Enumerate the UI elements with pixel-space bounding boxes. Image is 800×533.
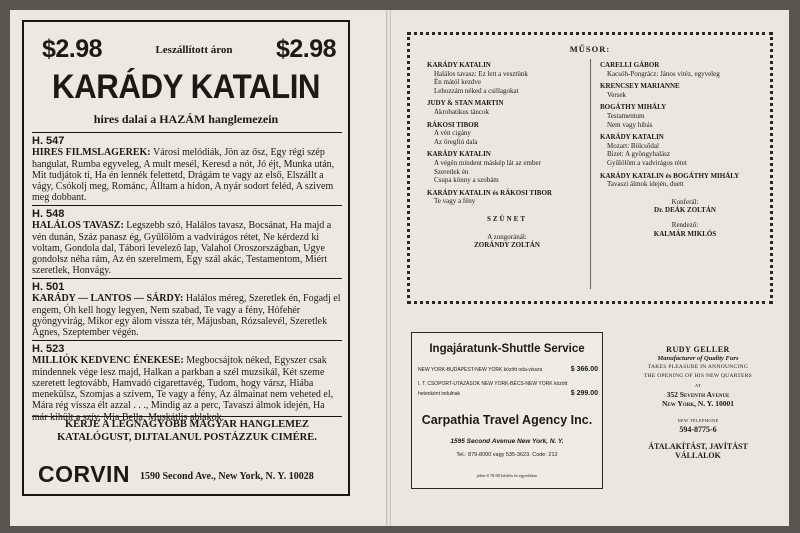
program-column-right: [600, 61, 770, 238]
price-right: $2.98: [275, 35, 336, 63]
album-code: H. 548: [32, 208, 65, 220]
column-divider: [590, 59, 591, 289]
host-name: Dr. DEÁK ZOLTÁN: [654, 206, 716, 215]
song: Szeretlek én: [434, 167, 469, 176]
travel-advertisement: [411, 332, 603, 489]
song: A vén cigány: [434, 129, 471, 138]
fare-route: I. T. CSOPORT-UTAZÁSOK NEW YORK-BÉCS-NEW YORK között: [418, 381, 568, 387]
furrier-city: New York, N. Y. 10001: [661, 399, 735, 408]
catalog-offer: KÉRJE A LEGNAGYOBB MAGYAR HANGLEMEZ KATALÓGUST, DIJTALANUL POSTÁZZUK CIMÉRE.: [57, 419, 317, 443]
at-label: AT: [694, 383, 702, 388]
album-title: HIRES FILMSLAGEREK:: [32, 147, 151, 159]
song: Bizet: A gyöngyhalász: [607, 150, 670, 159]
travel-title: Ingajáratunk-Shuttle Service: [429, 343, 585, 355]
song: Csupa könny a szobám: [434, 176, 499, 185]
furrier-tagline: Manufacturer of Quality Furs: [657, 355, 739, 362]
performer: KARÁDY KATALIN: [600, 133, 664, 142]
telephone-number: 594-8775-6: [679, 425, 717, 434]
song: Halálos tavasz: Ez lett a vesztünk: [434, 69, 528, 78]
song: Te vagy a fény: [434, 197, 476, 206]
record-advertisement: [22, 20, 350, 496]
host-label: Konferál:: [671, 197, 699, 206]
song: Akrobatikus táncok: [434, 107, 490, 116]
divider: [32, 416, 342, 417]
divider: [32, 340, 342, 341]
fare-price: $ 299.00: [570, 390, 598, 397]
performer: KARÁDY KATALIN: [427, 61, 491, 69]
song: Nem vagy hibás: [607, 120, 653, 129]
performer: BOGÁTHY MIHÁLY: [600, 103, 667, 112]
furrier-name: RUDY GELLER: [666, 345, 730, 354]
fare-route: NEW YORK-BUDAPEST-NEW YORK között oda-vissza: [418, 367, 543, 373]
album-code: H. 501: [32, 281, 65, 293]
divider: [32, 205, 342, 206]
ad-subhead: hires dalai a HAZÁM hanglemezein: [93, 112, 279, 126]
album-entry: [32, 282, 342, 338]
program-title: MŰSOR:: [569, 44, 611, 54]
fare-row: [418, 367, 598, 373]
performer: JUDY & STAN MARTIN: [427, 99, 504, 108]
travel-address: 1595 Second Avenue New York, N. Y.: [450, 438, 564, 445]
performer: KRENCSEY MARIANNE: [600, 82, 680, 91]
travel-hours: jelen 8 78:00 hétfőn és egyedekre: [476, 473, 538, 478]
album-entry: [32, 209, 342, 277]
furrier-street: 352 Seventh Avenue: [666, 390, 730, 399]
album-tracks: Halálos méreg, Szeretlek én, Fogadj el engem, Óh kell hogy legyen, Nem szabad, Te vagy a fény, Hófehér gyöngyvirág, Mikor egy álom vissza tér, Májusban, Rózsalevél, Szeretlek Ágnes, Szeptember végén.: [32, 293, 341, 339]
service-line: VÁLLALOK: [675, 451, 721, 460]
travel-company: Carpathia Travel Agency Inc.: [421, 413, 593, 427]
song: A végén mindent máskép lát az ember: [434, 158, 541, 167]
fare-price: $ 366.00: [570, 366, 598, 373]
pianist-label: A zongoránál:: [487, 232, 527, 241]
fare-row: [418, 391, 598, 397]
song: Versek: [607, 90, 627, 99]
performer: KARÁDY KATALIN és BOGÁTHY MIHÁLY: [600, 171, 740, 180]
song: Az öregfiú dala: [434, 137, 478, 146]
album-title: HALÁLOS TAVASZ:: [32, 220, 124, 232]
song: Testamentum: [607, 111, 645, 120]
price-left: $2.98: [42, 35, 103, 63]
song: Én mától kezdve: [434, 78, 482, 87]
album-code: H. 547: [32, 135, 65, 147]
album-tracks: Megbocsájtok néked, Egyszer csak mindennek vége lesz majd, Halkan a parkban a szél muzsikál, Két szeme szeretett legtovább, Hamvadó cigarettavég, Tudom, hogy vársz, Hiába menekülsz, Szomjas a szivem, Te vagy a fény, Az álmainat nem veheted el, Mára rég vissza élt azzal . . ., Mindig az a perc, Tavaszi álmok idején, Ha már kihült a szív, Mia Bella, Muskátlis ablakok.: [32, 355, 334, 423]
announcement-line: THE OPENING OF HIS NEW QUARTERS: [643, 373, 753, 379]
price-note: Leszállított áron: [155, 44, 233, 56]
program-box: [407, 32, 773, 304]
director-name: KALMÁR MIKLÓS: [653, 229, 717, 238]
album-entry: [32, 136, 342, 204]
song: Kacsóh-Pongrácz: János vitéz, egyveleg: [607, 69, 720, 78]
corvin-logo: CORVIN: [38, 461, 131, 487]
intermission: SZÜNET: [486, 214, 527, 223]
divider: [32, 132, 342, 133]
director-label: Rendező:: [671, 220, 699, 229]
song: Lehozzám néked a csillagokat: [434, 86, 519, 95]
song: Tavaszi álmok idején, duett: [607, 180, 684, 189]
album-tracks: Legszebb szó, Halálos tavasz, Bocsánat, Ha majd a vén dunán, Száz panasz ég, Gyűlölöm a vadvirágos rétet, Ne kérdezd ki voltam, Gondola dal, Tábori levelező lap, Valahol Oroszországban, Ugye gondolsz néha rám, Az én szerelmem, Egy szál akác, Testamentom, Miért szeretlek, Honvágy.: [32, 220, 332, 277]
performer: KARÁDY KATALIN: [427, 150, 491, 159]
fare-route-note: hetenként indulnak: [418, 391, 460, 397]
divider: [32, 278, 342, 279]
performer: KARÁDY KATALIN és RÁKOSI TIBOR: [427, 188, 552, 197]
service-line: ÁTALAKÍTÁST, JAVÍTÁST: [648, 442, 748, 451]
travel-phone: Tel.: 879-8000 vagy 535-3623. Code: 212: [456, 452, 558, 458]
telephone-label: NEW TELEPHONE: [677, 418, 719, 423]
corvin-address: 1590 Second Ave., New York, N. Y. 10028: [140, 471, 314, 482]
fare-row: [418, 381, 598, 387]
song: Mozart: Bölcsődal: [607, 141, 659, 150]
album-tracks: Városi melódiák, Jön az ősz, Egy régi szép hangulat, Rumba egyveleg, A mult mesél, Keresd a nót, Jó éjt, Munka után, Mit tudjátok ti, Ha én lennék felettetd, Drágám te vagy az első, Elszállt a vágy, Csókolj meg, Románc, Álltam a hidon, A nyár sodort feléd, A szivem meg dobbant.: [32, 147, 335, 204]
program-column-left: [427, 61, 587, 250]
album-entry: [32, 344, 342, 423]
pianist-name: ZORÁNDY ZOLTÁN: [474, 241, 540, 250]
song: Gyűlölöm a vadvirágos rétet: [607, 158, 687, 167]
album-code: H. 523: [32, 343, 65, 355]
performer: CARELLI GÁBOR: [600, 61, 660, 69]
performer: RÁKOSI TIBOR: [427, 120, 479, 129]
fur-advertisement: [623, 345, 773, 460]
album-title: MILLIÓK KEDVENC ÉNEKESE:: [32, 355, 184, 367]
album-title: KARÁDY — LANTOS — SÁRDY:: [32, 293, 184, 305]
announcement-line: TAKES PLEASURE IN ANNOUNCING: [647, 364, 749, 370]
ad-headline: KARÁDY KATALIN: [51, 68, 321, 106]
